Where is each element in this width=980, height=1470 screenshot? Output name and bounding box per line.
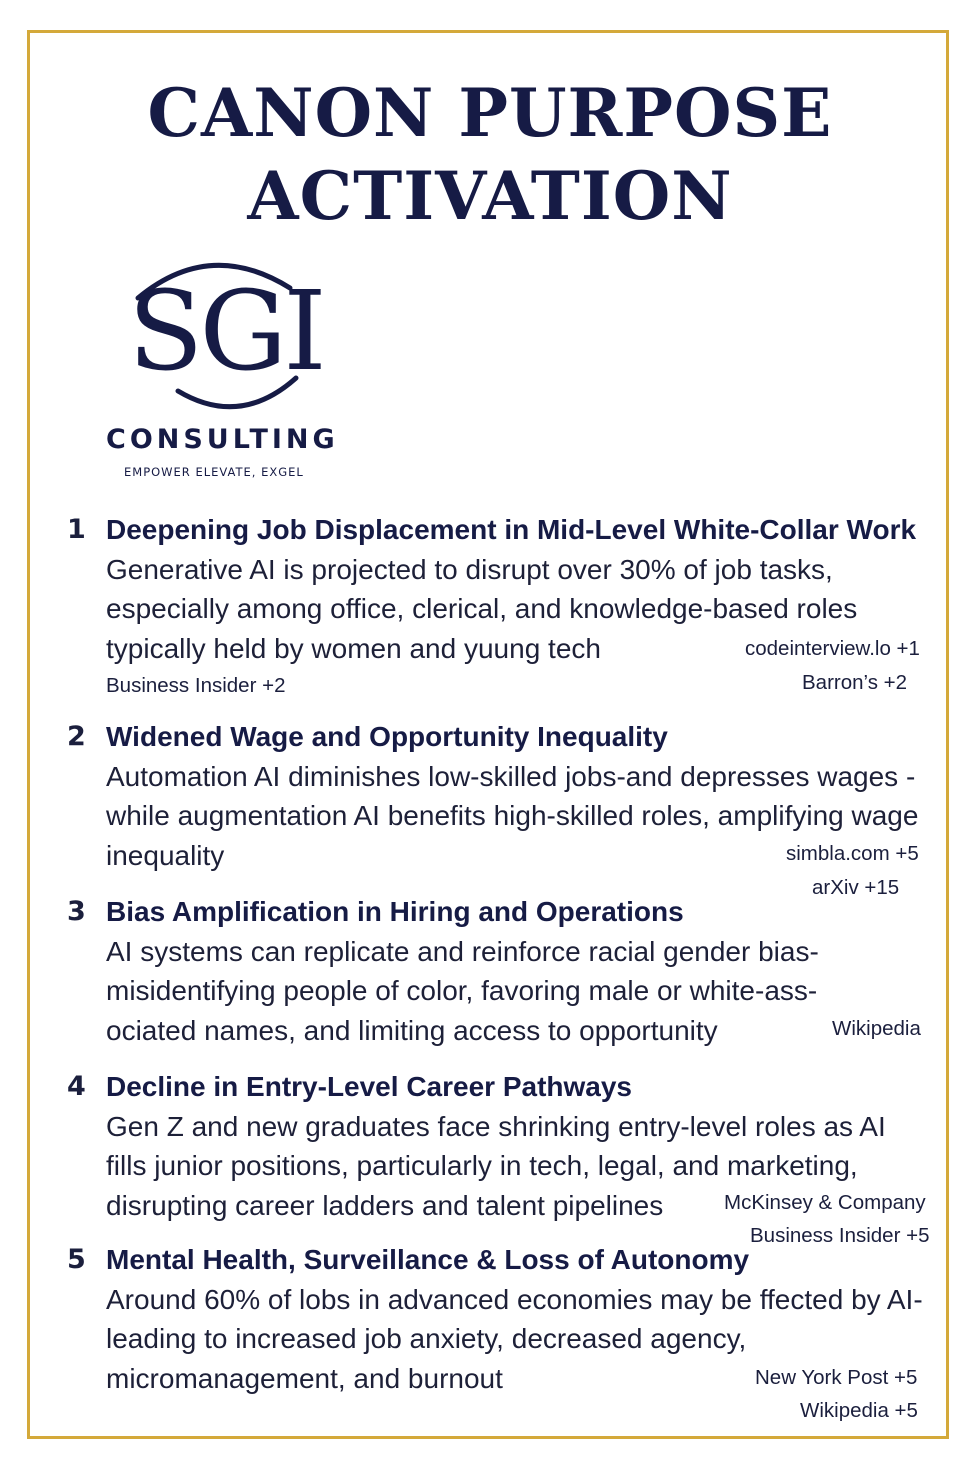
item-number: 1 <box>67 514 86 545</box>
sgi-logo <box>100 248 350 488</box>
item-number: 2 <box>67 721 86 752</box>
source-link[interactable]: codeinterview.lo +1 <box>745 637 920 660</box>
source-link[interactable]: Wikipedia +5 <box>800 1399 918 1422</box>
logo-tagline: EMPOWER ELEVATE, EXGEL <box>124 465 304 479</box>
logo-name: CONSULTING <box>106 424 339 455</box>
item-body: Automation AI diminishes low-skilled jobs-and depresses wages -while augmentation AI benefits high-skilled roles, amplifying wage inequality <box>106 760 919 871</box>
source-link[interactable]: simbla.com +5 <box>786 842 919 865</box>
source-link[interactable]: Business Insider +5 <box>750 1224 930 1247</box>
item-heading: Widened Wage and Opportunity Inequality <box>106 721 668 752</box>
page-title-line-1: CANON PURPOSE <box>147 74 833 152</box>
item-text <box>106 892 846 1050</box>
item-number: 5 <box>67 1244 86 1275</box>
item-heading: Mental Health, Surveillance & Loss of Autonomy <box>106 1244 750 1275</box>
item-body: Around 60% of lobs in advanced economies may be ffected by AI-leading to increased job anxiety, decreased agency, micromanagement, and burnout <box>106 1283 923 1394</box>
item-body: Generative AI is projected to disrupt over 30% of job tasks, especially among office, clerical, and knowledge-based roles typically held by women and yuung tech <box>106 553 858 664</box>
logo-mark: SGI <box>128 267 323 395</box>
item-heading: Deepening Job Displacement in Mid-Level White-Collar Work <box>106 514 917 545</box>
item-heading: Bias Amplification in Hiring and Operations <box>106 896 684 927</box>
item-number: 4 <box>67 1071 86 1102</box>
source-link[interactable]: Wikipedia <box>832 1017 921 1040</box>
source-link[interactable]: Barron’s +2 <box>802 671 908 694</box>
item-body: AI systems can replicate and reinforce racial gender bias-misidentifying people of color, favoring male or white-ass-ociated names, and limiting access to opportunity <box>106 935 819 1046</box>
item-heading: Decline in Entry-Level Career Pathways <box>106 1071 632 1102</box>
source-link[interactable]: arXiv +15 <box>812 876 900 899</box>
source-link[interactable]: New York Post +5 <box>755 1366 918 1389</box>
page-title-line-2: ACTIVATION <box>247 157 733 235</box>
source-link[interactable]: Business Insider +2 <box>106 674 286 697</box>
source-link[interactable]: McKinsey & Company <box>724 1191 926 1214</box>
item-body: Gen Z and new graduates face shrinking entry-level roles as AI fills junior positions, particularly in tech, legal, and marketing, disrupting career ladders and talent pipelines <box>106 1110 886 1221</box>
item-number: 3 <box>67 896 86 927</box>
